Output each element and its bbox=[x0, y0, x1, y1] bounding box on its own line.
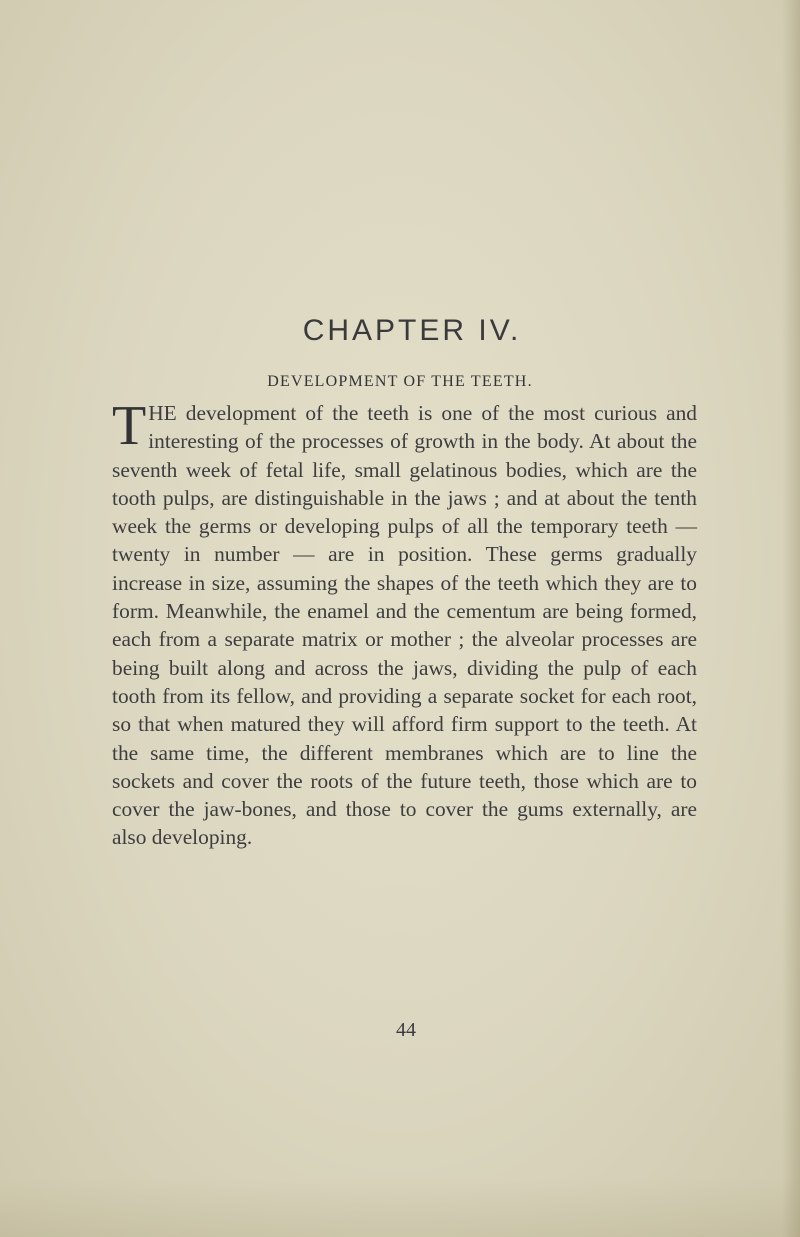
body-paragraph bbox=[112, 395, 697, 852]
paragraph-text: HE development of the teeth is one of the most curious and interesting of the processes of growth in the body. At about the seventh week of fetal life, small gelatinous bodies, which are the tooth pulps, are distinguishable in the jaws ; and at about the tenth week the germs or developing pulps of all the temporary teeth — twenty in number — are in position. These germs gradually increase in size, assuming the shapes of the teeth which they are to form. Meanwhile, the enamel and the cementum are being formed, each from a separate matrix or mother ; the alveolar processes are being built along and across the jaws, dividing the pulp of each tooth from its fellow, and providing a separate socket for each root, so that when matured they will afford firm support to the teeth. At the same time, the different membranes which are to line the sockets and cover the roots of the future teeth, those which are to cover the jaw-bones, and those to cover the gums externally, are also developing. bbox=[112, 401, 697, 850]
drop-cap: T bbox=[112, 395, 147, 457]
chapter-subtitle: DEVELOPMENT OF THE TEETH. bbox=[267, 373, 533, 390]
page-bottom-shadow bbox=[0, 1177, 800, 1237]
page-number: 44 bbox=[396, 1019, 416, 1041]
chapter-title: CHAPTER IV. bbox=[302, 314, 522, 347]
page-edge-shadow bbox=[782, 0, 800, 1237]
